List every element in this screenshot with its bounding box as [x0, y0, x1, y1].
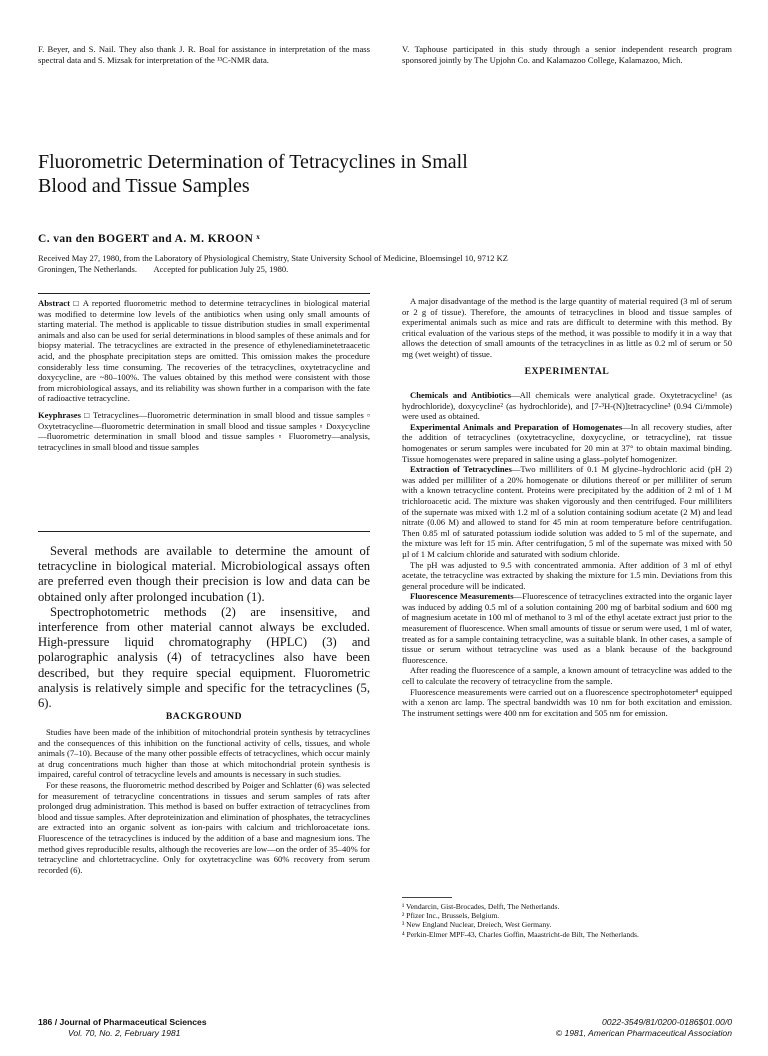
extraction-paragraph [402, 464, 732, 559]
keyphrases-text: Tetracyclines—fluorometric determination in small blood and tissue samples ▫ Oxytetracycline—fluorometric determination in small blood and tissue samples ▫ Doxycycline—fluorometric determination in small blood and tissue samples ▫ Fluorometry—analysis, tetracyclines in small blood and tissue samples [38, 409, 370, 452]
animals-paragraph [402, 422, 732, 464]
footnote-1: ¹ Vendarcin, Gist-Brocades, Delft, The Netherlands. [402, 902, 560, 911]
recovery-paragraph: After reading the fluorescence of a sample, a known amount of tetracycline was added to the cell to calculate the recovery of tetracycline from the sample. [402, 665, 732, 687]
chemicals-label: Chemicals and Antibiotics [410, 390, 512, 400]
animals-label: Experimental Animals and Preparation of Homogenates [410, 421, 623, 432]
abstract-text: A reported fluorometric method to determine tetracyclines in biological material was modified to determine low levels of the antibiotics when using only small amounts of starting material. The method is applicable to tissue distribution studies in small experimental animals and also can be used for serial determinations in blood samples of these animals and for biopsy material. The tetracyclines are extracted in the presence of ethylenediaminetetraacetic acid, and the phosphate precipitation steps are omitted. This omission makes the procedure considerably less time consuming. The recoveries of the tetracyclines, oxytetracycline and doxycycline, are ~80–100%. The values obtained by this method were consistent with those from microbiological assays, and its reliability was shown further in a comparison with the fate of radioactive tetracycline. [38, 298, 370, 404]
intro-paragraph-1: Several methods are available to determine the amount of tetracycline in biological material. Microbiological assays often are preferred even though their precision is low and data can be obtained only after prolonged incubation (1). [38, 544, 370, 604]
issn-code: 0022-3549/81/0200-0186$01.00/0 [602, 1017, 732, 1027]
animals-text: —In all recovery studies, after the addition of tetracyclines (oxytetracycline, doxycycline, or tetracycline), rat tissue homogenates or serum samples were incubated for 20 min at 37° to obtain maximal binding. Tissue homogenates were prepared in saline using a glass–polytef homogenizer. [402, 421, 732, 464]
authors: C. van den BOGERT and A. M. KROON ˣ [38, 233, 261, 245]
experimental-heading: EXPERIMENTAL [524, 366, 610, 377]
abstract-bottom-rule [38, 531, 370, 532]
received-line-2: Groningen, The Netherlands. Accepted for publication July 25, 1980. [38, 263, 289, 274]
title-line-1: Fluorometric Determination of Tetracyclines in Small [38, 151, 468, 173]
article-title [38, 150, 738, 198]
received-line-1: Received May 27, 1980, from the Laboratory of Physiological Chemistry, State University School of Medicine, Bloemsingel 10, 9712 KZ [38, 253, 508, 263]
title-line-2: Blood and Tissue Samples [38, 175, 250, 197]
background-paragraph-2: For these reasons, the fluorometric method described by Poiger and Schlatter (6) was selected for measurement of tetracycline concentrations in tissues and serum samples of rats after prolonged drug administration. This method is based on buffer extraction of tetracyclines from blood and tissue samples. After deproteinization and elimination of phosphates, the tetracyclines are extracted into an organic solvent as ion-pairs with calcium and trichloroacetate ions. Fluorescence of the tetracyclines is induced by the addition of a base and magnesium ions. The method gives reproducible results, although the recoveries are low—on the order of 35–40% for tetracycline and chlortetracycline. Only for oxytetracycline was 60% recovery from serum recorded (6). [38, 779, 370, 875]
top-right-note: V. Taphouse participated in this study through a senior independent research program sponsored jointly by The Upjohn Co. and Kalamazoo College, Kalamazoo, Mich. [402, 44, 732, 65]
chemicals-paragraph [402, 390, 732, 422]
volume-issue: Vol. 70, No. 2, February 1981 [68, 1028, 181, 1038]
journal-citation: 186 / Journal of Pharmaceutical Sciences [38, 1017, 207, 1027]
footnote-3: ³ New England Nuclear, Dreiech, West Germany. [402, 920, 552, 930]
chemicals-text: —All chemicals were analytical grade. Oxytetracycline¹ (as hydrochloride), doxycycline² (as hydrochloride), and [7-³H-(N)]tetracycline³ (0.94 Ci/mmole) were used as obtained. [402, 390, 732, 422]
copyright: © 1981, American Pharmaceutical Association [555, 1028, 732, 1038]
extraction-label: Extraction of Tetracyclines [410, 464, 512, 475]
received-info [38, 253, 738, 274]
fluorescence-label: Fluorescence Measurements [410, 591, 514, 602]
background-section [38, 727, 370, 875]
ph-paragraph: The pH was adjusted to 9.5 with concentrated ammonia. After addition of 3 ml of ethyl acetate, the tetracycline was extracted by shaking the mixture for 1.5 min. Deviations from this general procedure will be indicated. [402, 559, 732, 591]
footnote-4: ⁴ Perkin-Elmer MPF-43, Charles Goffin, Maastricht-de Bilt, The Netherlands. [402, 929, 639, 939]
background-heading: BACKGROUND [165, 711, 243, 722]
introduction [38, 544, 370, 711]
footnote-2: ² Pfizer Inc., Brussels, Belgium. [402, 911, 500, 921]
right-intro [402, 296, 732, 360]
abstract-top-rule [38, 293, 370, 294]
extraction-text: —Two milliliters of 0.1 M glycine–hydrochloric acid (pH 2) was added per milliliter of a 20% homogenate or dilutions thereof or per milliliter of serum with a known tetracycline content. Proteins were precipitated by the addition of 2 ml of 1 M trichloroacetic acid. The mixture was shaken vigorously and then centrifuged. Four milliliters of the supernate was mixed with 1.2 ml of a solution containing sodium acetate (2 M) and lead nitrate (0.06 M) and allowed to stand for 45 min at room temperature before centrifugation. Then 0.85 ml of saturated potassium iodide solution was added to 5 ml of the supernate, and the mixture was left for 15 min. After centrifugation, 5 ml of the supernate was mixed with 50 µl of 1 M calcium chloride and saturated with sodium chloride. [402, 464, 733, 559]
top-left-note: F. Beyer, and S. Nail. They also thank J. R. Boal for assistance in interpretation of the mass spectral data and S. Mizsak for interpretation of the ¹³C-NMR data. [38, 44, 370, 65]
intro-paragraph-2: Spectrophotometric methods (2) are insensitive, and interference from other material cannot always be excluded. High-pressure liquid chromatography (HPLC) (3) and polarographic analysis (4) of tetracyclines also have been described, but they require special equipment. Fluorometric analysis is relatively simple and specific for the tetracyclines (5, 6). [38, 604, 370, 711]
footnotes [402, 902, 732, 939]
right-paragraph-1: A major disadvantage of the method is the large quantity of material required (3 ml of serum or 2 g of tissue). Therefore, the amounts of tetracyclines in blood and tissue samples of experimental animals such as mice and rats are difficult to determine with this method. By critical evaluation of the various steps of the method, it was possible to modify it in a way that allows the detection of small amounts of the tetracyclines in as little as 0.2 ml of serum or 50 mg (wet weight) of tissue. [402, 296, 732, 359]
footer-left [38, 1017, 207, 1039]
footnote-rule [402, 897, 452, 898]
fluorescence-text: —Fluorescence of tetracyclines extracted into the organic layer was induced by adding 0.5 ml of a solution containing 200 mg of barbital sodium and 600 mg of magnesium acetate in 100 ml of methanol to 3 ml of the ethyl acetate extract just prior to the measurement of fluorescence. When small amounts of tissue or serum were used, 1 ml of water, treated as for a sample containing tetracycline, was a suitable blank. In other cases, a sample of tissue or serum without tetracycline was used as a blank because of the background fluorescence. [402, 591, 732, 665]
spectrophotometer-paragraph: Fluorescence measurements were carried out on a fluorescence spectrophotometer⁴ equipped with a xenon arc lamp. The spectral bandwidth was 10 nm for both excitation and emission. The instrument settings were 400 nm for excitation and 505 nm for emission. [402, 686, 732, 718]
experimental-section [402, 390, 732, 718]
background-paragraph-1: Studies have been made of the inhibition of mitochondrial protein synthesis by tetracyclines and the consequences of this inhibition on the functional activity of cells, tissues, and whole animals (7–10). Because of the many other possible effects of tetracyclines, which occur mainly at drug concentrations much higher than those at which mitochondrial protein synthesis is impaired, careful control of tetracycline levels and amounts is necessary in such studies. [38, 727, 370, 780]
abstract [38, 298, 370, 452]
fluorescence-paragraph [402, 591, 732, 665]
keyphrases-label: Keyphrases [38, 409, 81, 420]
box-icon: □ [73, 298, 80, 308]
footer-right [556, 1017, 732, 1039]
box-icon: □ [84, 409, 91, 420]
abstract-label: Abstract [38, 298, 70, 308]
